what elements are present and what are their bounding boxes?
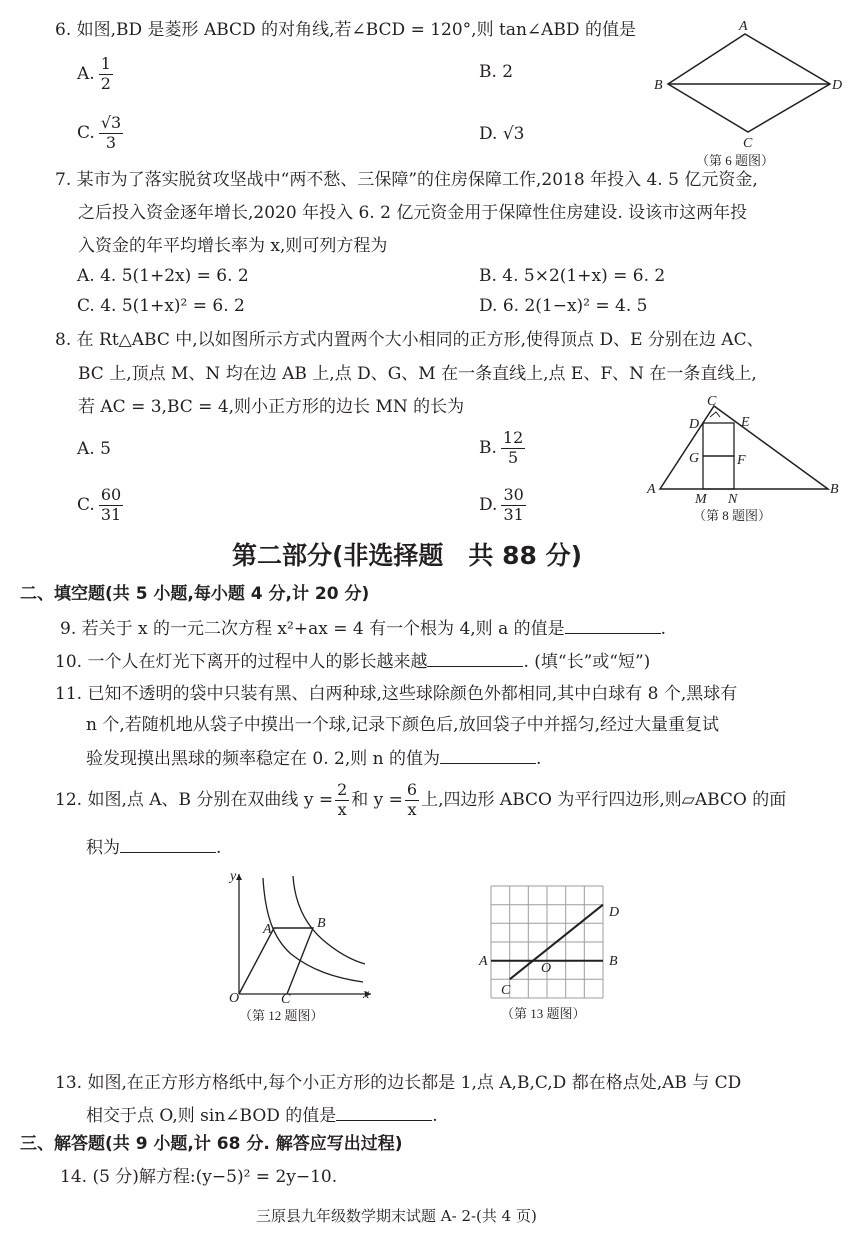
q6-label-b: B xyxy=(654,78,663,93)
q13-label-a: A xyxy=(479,954,488,969)
q13-label-o: O xyxy=(541,961,552,976)
q8-option-b: B. $\frac{12}{5}$ xyxy=(479,428,524,467)
q6-stem: 6. 如图,BD 是菱形 ABCD 的对角线,若∠BCD = 120°,则 tan∠ABD 的值是 xyxy=(55,20,636,40)
q14: 14. (5 分)解方程:(y−5)² = 2y−10. xyxy=(60,1167,338,1187)
q8-label-n: N xyxy=(728,492,738,507)
q12-label-x: x xyxy=(363,987,370,1002)
q11-line3: 验发现摸出黑球的频率稳定在 0. 2,则 n 的值为 . xyxy=(86,749,542,769)
q7-option-b: B. 4. 5×2(1+x) = 6. 2 xyxy=(479,266,666,286)
q12-line2: 积为 . xyxy=(86,838,222,858)
q6-label-c: C xyxy=(743,136,753,151)
q6-label-a: A xyxy=(739,19,748,34)
q10: 10. 一个人在灯光下离开的过程中人的影长越来越 . (填“长”或“短”) xyxy=(55,652,651,672)
q13-label-b: B xyxy=(609,954,618,969)
q11-line1: 11. 已知不透明的袋中只装有黑、白两种球,这些球除颜色外都相同,其中白球有 8 个,黑球有 xyxy=(55,684,738,704)
q13-grid-figure xyxy=(475,880,635,1030)
q7-line2: 之后投入资金逐年增长,2020 年投入 6. 2 亿元资金用于保障性住房建设. 设该市这两年投 xyxy=(78,203,748,223)
q8-option-a: A. 5 xyxy=(77,439,111,459)
q12-label-a: A xyxy=(263,922,272,937)
q8-option-c: C. $\frac{60}{31}$ xyxy=(77,485,122,524)
q6-rhombus-figure xyxy=(650,14,850,174)
q12-label-c: C xyxy=(281,992,291,1007)
q9-answer-blank[interactable] xyxy=(565,619,661,634)
q13-label-d: D xyxy=(609,905,620,920)
q8-line3: 若 AC = 3,BC = 4,则小正方形的边长 MN 的长为 xyxy=(78,397,465,417)
section2-heading: 二、填空题(共 5 小题,每小题 4 分,计 20 分) xyxy=(20,584,370,604)
q12-label-o: O xyxy=(229,991,240,1006)
q12-hyperbola-figure xyxy=(225,866,380,1026)
q12-answer-blank[interactable] xyxy=(120,838,216,853)
q13-answer-blank[interactable] xyxy=(336,1106,432,1121)
q8-caption: （第 8 题图） xyxy=(693,508,772,523)
q8-triangle-figure xyxy=(640,392,850,528)
q11-line2: n 个,若随机地从袋子中摸出一个球,记录下颜色后,放回袋子中并摇匀,经过大量重复试 xyxy=(86,715,719,735)
q6-option-a: A. $\frac{1}{2}$ xyxy=(77,54,111,93)
q7-line1: 7. 某市为了落实脱贫攻坚战中“两不愁、三保障”的住房保障工作,2018 年投入 4. 5 亿元资金, xyxy=(55,170,758,190)
q12-label-b: B xyxy=(317,916,326,931)
q7-option-d: D. 6. 2(1−x)² = 4. 5 xyxy=(479,296,648,316)
q8-label-g: G xyxy=(689,451,700,466)
q10-answer-blank[interactable] xyxy=(427,652,523,667)
q8-label-d: D xyxy=(689,417,700,432)
q6-caption: （第 6 题图） xyxy=(696,153,775,168)
q13-line2: 相交于点 O,则 sin∠BOD 的值是 . xyxy=(86,1106,438,1126)
page-footer: 三原县九年级数学期末试题 A- 2-(共 4 页) xyxy=(256,1207,537,1225)
q13-caption: （第 13 题图） xyxy=(501,1006,586,1021)
q8-line2: BC 上,顶点 M、N 均在边 AB 上,点 D、G、M 在一条直线上,点 E、F、N 在一条直线上, xyxy=(78,364,757,384)
q13-line1: 13. 如图,在正方形方格纸中,每个小正方形的边长都是 1,点 A,B,C,D 都在格点处,AB 与 CD xyxy=(55,1073,742,1093)
q8-label-e: E xyxy=(741,415,750,430)
q8-label-c: C xyxy=(707,394,717,409)
q8-line1: 8. 在 Rt△ABC 中,以如图所示方式内置两个大小相同的正方形,使得顶点 D、E 分别在边 AC、 xyxy=(55,330,764,350)
q6-label-d: D xyxy=(832,78,843,93)
section3-heading: 三、解答题(共 9 小题,计 68 分. 解答应写出过程) xyxy=(20,1134,403,1154)
q6-option-b: B. 2 xyxy=(479,62,514,82)
q7-line3: 入资金的年平均增长率为 x,则可列方程为 xyxy=(78,236,388,256)
q8-label-b: B xyxy=(830,482,839,497)
q8-option-d: D. $\frac{30}{31}$ xyxy=(479,485,524,524)
q8-label-f: F xyxy=(737,453,746,468)
q13-label-c: C xyxy=(501,983,511,998)
q6-option-d: D. √3 xyxy=(479,124,525,144)
q6-option-c: C. $\frac{√3}{3}$ xyxy=(77,113,122,152)
q12-line1: 12. 如图,点 A、B 分别在双曲线 y = $\frac{2}{x}$ 和 y = $\frac{6}{x}$ 上,四边形 ABCO 为平行四边形,则▱ABCO 的面 xyxy=(55,780,787,819)
q8-label-m: M xyxy=(695,492,707,507)
q7-option-a: A. 4. 5(1+2x) = 6. 2 xyxy=(77,266,249,286)
q8-label-a: A xyxy=(647,482,656,497)
q9: 9. 若关于 x 的一元二次方程 x²+ax = 4 有一个根为 4,则 a 的值是 . xyxy=(60,619,667,639)
q12-label-y: y xyxy=(230,869,237,884)
q11-answer-blank[interactable] xyxy=(440,749,536,764)
q7-option-c: C. 4. 5(1+x)² = 6. 2 xyxy=(77,296,245,316)
q12-caption: （第 12 题图） xyxy=(239,1008,324,1023)
part2-title: 第二部分(非选择题 共 88 分) xyxy=(232,541,583,570)
